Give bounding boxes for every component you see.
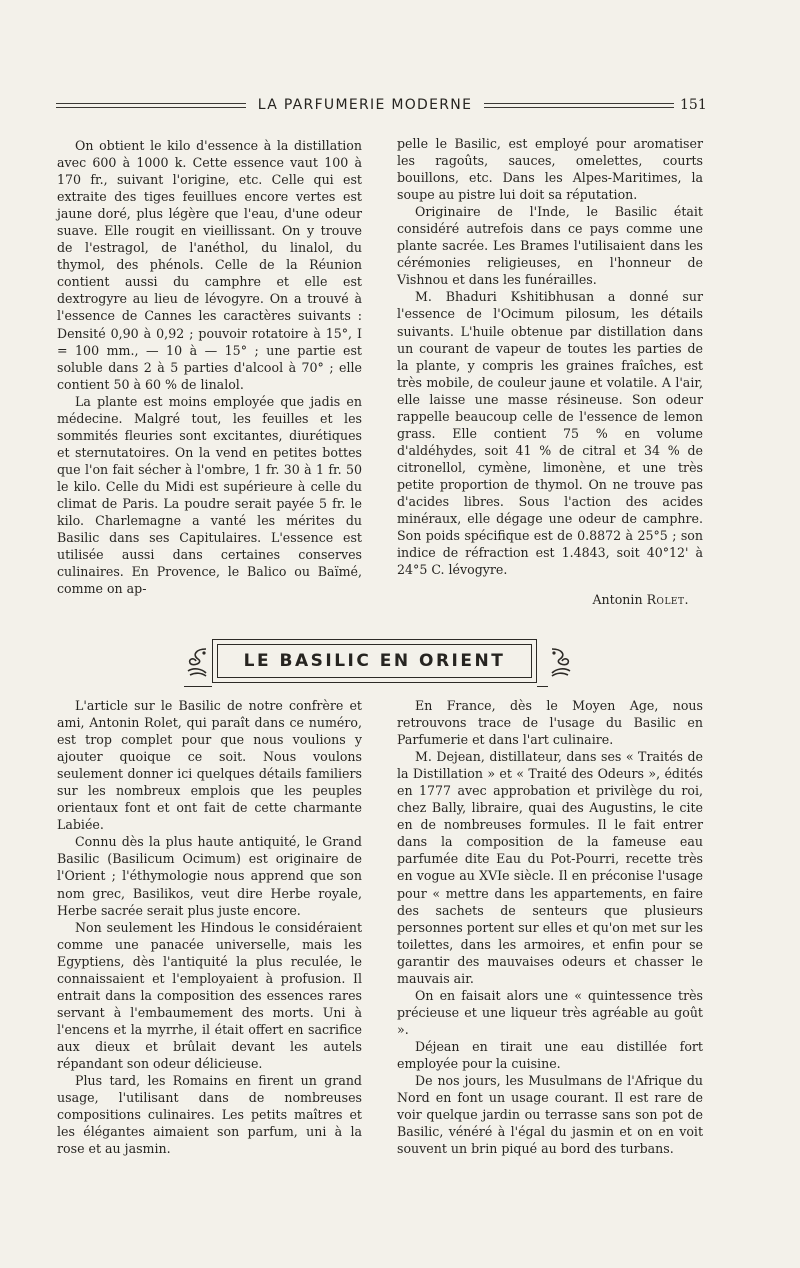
paragraph: En France, dès le Moyen Age, nous retrouvons trace de l'usage du Basilic en Parfumerie et dans l'art culinaire. (397, 698, 703, 748)
heading-rule-left (184, 686, 212, 687)
article-column-2 (397, 135, 703, 608)
paragraph: Non seulement les Hindous le considéraient comme une panacée universelle, mais les Egyptiens, dès l'antiquité la plus reculée, le connaissaient et l'employaient à profusion. Il entrait dans la composition des essences rares servant à l'embaumement des morts. Uni à l'encens et la myrrhe, il était offert en sacrifice aux dieux et brûlait devant les autels répandant son odeur délicieuse. (57, 919, 362, 1071)
paragraph: Plus tard, les Romains en firent un grand usage, l'utilisant dans de nombreuses compositions culinaires. Les petits maîtres et les élégantes aimaient son parfum, uni à la rose et au jasmin. (57, 1073, 362, 1157)
journal-title: LA PARFUMERIE MODERNE (257, 97, 473, 113)
article-column-3 (57, 697, 362, 1157)
paragraph: M. Dejean, distillateur, dans ses « Traités de la Distillation » et « Traité des Odeurs », édités en 1777 avec approbation et privilège du roi, chez Bally, libraire, quai des Augustins, le cite en de nombreuses formules. Il le fait entrer dans la composition de la fameuse eau parfumée dite Eau du Pot-Pourri, recette très en vogue au XVIe siècle. Il en préconise l'usage pour « mettre dans les appartements, en faire des sachets de senteurs que plusieurs personnes portent sur elles et qu'on met sur les toilettes, dans les armoires, et enfin pour se garantir des mauvaises odeurs et chasser le mauvais air. (397, 749, 703, 986)
signature-first-name: Antonin (592, 592, 643, 608)
signature-last-name: Rolet. (646, 592, 689, 608)
author-signature (397, 591, 703, 608)
running-header (56, 93, 674, 117)
paragraph: Déjean en tirait une eau distillée fort employée pour la cuisine. (397, 1038, 703, 1071)
paragraph: L'article sur le Basilic de notre confrère et ami, Antonin Rolet, qui paraît dans ce numéro, est trop complet pour que nous voulions y ajouter quoique ce soit. Nous voulons seulement donner ici quelques détails familiers sur les nombreux emplois que les peuples orientaux font et ont fait de cette charmante Labiée. (57, 698, 362, 833)
paragraph: pelle le Basilic, est employé pour aromatiser les ragoûts, sauces, omelettes, courts bouillons, etc. Dans les Alpes-Maritimes, la soupe au pistre lui doit sa réputation. (397, 136, 703, 203)
paragraph: M. Bhaduri Kshitibhusan a donné sur l'essence de l'Ocimum pilosum, les détails suivants. L'huile obtenue par distillation dans un courant de vapeur de toutes les parties de la plante, y compris les graines fraîches, est très mobile, de couleur jaune et volatile. A l'air, elle laisse une masse résineuse. Son odeur rappelle beaucoup celle de l'essence de lemon grass. Elle contient 75 % en volume d'aldéhydes, soit 41 % de citral et 34 % de citronellol, cymène, limonène, et une très petite proportion de thymol. On ne trouve pas d'acides libres. Sous l'action des acides minéraux, elle dégage une odeur de camphre. Son poids spécifique est de 0.8872 à 25°5 ; son indice de réfraction est 1.4843, soit 40°12' à 24°5 C. lévogyre. (397, 289, 703, 578)
paragraph: Connu dès la plus haute antiquité, le Grand Basilic (Basilicum Ocimum) est originaire de l'Orient ; l'éthymologie nous apprend que son nom grec, Basilikos, veut dire Herbe royale, Herbe sacrée serait plus juste encore. (57, 834, 362, 918)
article-heading: LE BASILIC EN ORIENT (243, 651, 506, 671)
heading-inner-frame (217, 644, 532, 678)
article-column-4 (397, 697, 703, 1157)
header-rule-right (484, 103, 674, 108)
page-number: 151 (680, 97, 707, 113)
fleuron-left-icon (184, 645, 210, 679)
heading-rule-right (537, 686, 548, 687)
paragraph: De nos jours, les Musulmans de l'Afrique du Nord en font un usage courant. Il est rare de voir quelque jardin ou terrasse sans son pot de Basilic, vénéré à l'égal du jasmin et on en voit souvent un brin piqué au bord des turbans. (397, 1073, 703, 1157)
article-heading-block (184, 635, 576, 689)
article-column-1 (57, 137, 362, 597)
paragraph: On obtient le kilo d'essence à la distillation avec 600 à 1000 k. Cette essence vaut 100 à 170 fr., suivant l'origine, etc. Celle qui est extraite des tiges feuillues encore vertes est jaune doré, plus légère que l'eau, d'une odeur suave. Elle rougit en vieillissant. On y trouve de l'estragol, de l'anéthol, du linalol, du thymol, des phénols. Celle de la Réunion contient aussi du camphre et elle est dextrogyre au lieu de lévogyre. On a trouvé à l'essence de Cannes les caractères suivants : Densité 0,90 à 0,92 ; pouvoir rotatoire à 15°, I = 100 mm., — 10 à — 15° ; une partie est soluble dans 2 à 5 parties d'alcool à 70° ; elle contient 50 à 60 % de linalol. (57, 138, 362, 392)
fleuron-right-icon (548, 645, 574, 679)
paragraph: La plante est moins employée que jadis en médecine. Malgré tout, les feuilles et les sommités fleuries sont excitantes, diurétiques et sternutatoires. On la vend en petites bottes que l'on fait sécher à l'ombre, 1 fr. 30 à 1 fr. 50 le kilo. Celle du Midi est supérieure à celle du climat de Paris. La poudre serait payée 5 fr. le kilo. Charlemagne a vanté les mérites du Basilic dans ses Capitulaires. L'essence est utilisée aussi dans certaines conserves culinaires. En Provence, le Balico ou Baïmé, comme on ap- (57, 393, 362, 597)
header-rule-left (56, 103, 246, 108)
paragraph: On en faisait alors une « quintessence très précieuse et une liqueur très agréable au goût ». (397, 987, 703, 1037)
heading-frame (212, 639, 537, 683)
paragraph: Originaire de l'Inde, le Basilic était considéré autrefois dans ce pays comme une plante sacrée. Les Brames l'utilisaient dans les cérémonies religieuses, en l'honneur de Vishnou et dans les funérailles. (397, 204, 703, 288)
